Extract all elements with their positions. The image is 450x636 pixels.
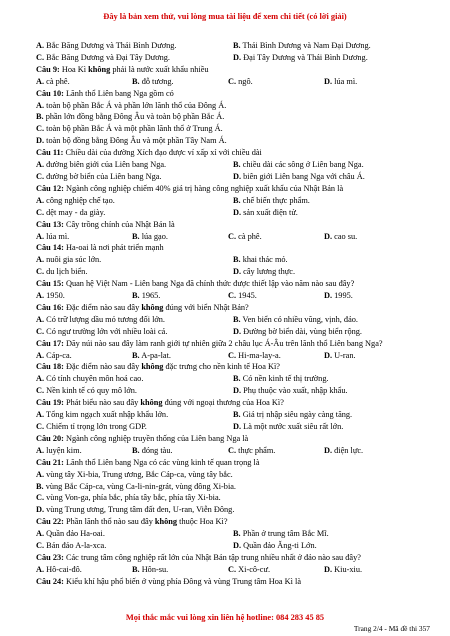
question-stem [36, 457, 431, 469]
answer-option[interactable] [228, 350, 324, 362]
option-letter: A. [36, 350, 45, 360]
question-stem [36, 338, 431, 350]
answer-row [36, 290, 431, 302]
question-number: Câu 16: [36, 302, 64, 312]
answer-option[interactable] [132, 231, 228, 243]
option-text: dệt may - da giày. [46, 207, 106, 217]
answer-row [36, 111, 431, 123]
question-stem [36, 516, 431, 528]
option-text: chiều dài các sông ở Liên bang Nga. [242, 160, 364, 170]
option-text: Nền kinh tế có quy mô lớn. [46, 386, 137, 396]
answer-option[interactable] [228, 76, 324, 88]
question-number: Câu 17: [36, 338, 64, 348]
option-letter: B. [36, 481, 44, 491]
option-text: Giá trị nhập siêu ngày càng tăng. [242, 410, 353, 420]
option-text: vùng tây Xi-bia, Trung ương, Bắc Cáp-ca, vùng tây bắc. [46, 469, 233, 479]
option-text: Kiu-xiu. [334, 564, 363, 574]
answer-option[interactable] [324, 290, 420, 302]
option-text: Ven biển có nhiều vũng, vịnh, đảo. [242, 314, 358, 324]
option-letter: D. [233, 171, 242, 181]
option-letter: C. [36, 493, 45, 503]
answer-option[interactable] [228, 445, 324, 457]
option-text: Đại Tây Dương và Thái Bình Dương. [243, 52, 368, 62]
answer-row [36, 564, 431, 576]
option-text: vùng Trung ương, Trung tâm đất đen, U-ran, Viễn Đông. [46, 505, 235, 515]
option-letter: B. [132, 76, 140, 86]
answer-row [36, 195, 431, 207]
answer-option[interactable] [36, 564, 132, 576]
option-text: ngô. [238, 76, 253, 86]
option-letter: D. [233, 541, 242, 551]
question-text-end: thuộc Hoa Kì? [179, 517, 228, 527]
option-text: toàn bộ phần Bắc Á và một phần lãnh thổ ở Trung Á. [46, 124, 223, 134]
answer-option[interactable] [36, 254, 233, 266]
answer-option[interactable] [228, 564, 324, 576]
answer-row [36, 171, 431, 183]
option-letter: A. [36, 100, 45, 110]
question-number: Câu 14: [36, 243, 64, 253]
option-text: cây lương thực. [243, 267, 296, 277]
emphasis-word: không [141, 362, 164, 372]
answer-option[interactable] [233, 528, 430, 540]
option-text: du lịch biển. [46, 267, 88, 277]
option-text: cao su. [334, 231, 358, 241]
question-number: Câu 19: [36, 398, 64, 408]
answer-row [36, 266, 431, 278]
option-letter: A. [36, 160, 45, 170]
option-letter: B. [132, 231, 140, 241]
answer-option[interactable] [36, 195, 233, 207]
option-letter: C. [228, 231, 237, 241]
question-number: Câu 9: [36, 64, 60, 74]
answer-option[interactable] [36, 100, 226, 112]
option-text: Xi-cô-cư. [238, 564, 271, 574]
question-stem [36, 552, 431, 564]
exam-content [36, 40, 431, 588]
option-text: lúa gạo. [141, 231, 168, 241]
option-letter: C. [228, 564, 237, 574]
option-text: biên giới Liên bang Nga với châu Á. [243, 171, 365, 181]
option-letter: A. [36, 529, 45, 539]
answer-option[interactable] [36, 52, 233, 64]
question-text: Quan hệ Việt Nam - Liên bang Nga đã chính thức được thiết lập vào năm nào sau đây? [65, 279, 355, 289]
option-letter: D. [324, 350, 333, 360]
option-text: chế biến thực phẩm. [242, 195, 310, 205]
option-letter: D. [324, 291, 333, 301]
question-stem [36, 183, 431, 195]
question-text: Đặc điểm nào sau đây [65, 302, 140, 312]
answer-option[interactable] [36, 385, 233, 397]
option-letter: A. [36, 410, 45, 420]
option-text: đường bờ biển của Liên bang Nga. [46, 171, 162, 181]
answer-option[interactable] [324, 76, 420, 88]
option-letter: B. [233, 41, 241, 50]
option-text: đường biên giới của Liên bang Nga. [46, 160, 167, 170]
question-text-end: đúng với ngoại thương của Hoa Kì? [164, 398, 284, 408]
answer-option[interactable] [324, 445, 420, 457]
option-letter: B. [132, 350, 140, 360]
option-text: U-ran. [334, 350, 356, 360]
answer-option[interactable] [36, 373, 233, 385]
option-text: Quần đảo Ha-oai. [46, 529, 105, 539]
question-text: Hoa Kì [61, 64, 87, 74]
question-text: Dãy núi nào sau đây làm ranh giới tự nhiên giữa 2 châu lục Á-Âu trên lãnh thổ Liên bang Nga? [65, 338, 383, 348]
option-text: toàn bộ phần Bắc Á và phần lớn lãnh thổ của Đông Á. [46, 100, 227, 110]
option-text: 1995. [334, 291, 353, 301]
answer-option[interactable] [36, 350, 132, 362]
answer-option[interactable] [36, 492, 221, 504]
option-text: đóng tàu. [141, 445, 173, 455]
option-text: Cáp-ca. [46, 350, 72, 360]
question-text: Cây trồng chính của Nhật Bản là [65, 219, 175, 229]
answer-row [36, 231, 431, 243]
option-text: Bán đảo A-la-xca. [46, 541, 107, 551]
option-text: Phụ thuộc vào xuất, nhập khẩu. [243, 386, 348, 396]
option-letter: C. [228, 291, 237, 301]
answer-option[interactable] [36, 445, 132, 457]
question-number: Câu 13: [36, 219, 64, 229]
answer-row [36, 52, 431, 64]
question-stem [36, 361, 431, 373]
answer-option[interactable] [36, 528, 233, 540]
answer-option[interactable] [233, 159, 430, 171]
option-letter: A. [36, 374, 45, 384]
answer-option[interactable] [233, 540, 430, 552]
answer-option[interactable] [36, 481, 236, 493]
option-letter: A. [36, 291, 45, 301]
option-letter: C. [228, 445, 237, 455]
option-text: Hôn-su. [141, 564, 169, 574]
option-letter: B. [233, 374, 241, 384]
option-letter: C. [36, 422, 45, 431]
question-text: Đặc điểm nào sau đây [65, 362, 140, 372]
answer-option[interactable] [233, 326, 430, 338]
option-letter: C. [36, 267, 45, 277]
answer-option[interactable] [228, 231, 324, 243]
question-number: Câu 15: [36, 279, 64, 289]
option-letter: D. [36, 505, 45, 515]
answer-row [36, 40, 431, 52]
answer-option[interactable] [36, 231, 132, 243]
option-letter: D. [36, 136, 45, 146]
question-text: Phần lãnh thổ nào sau đây [65, 517, 153, 527]
option-letter: A. [36, 41, 45, 50]
preview-banner: Đây là bản xem thử, vui lòng mua tài liệu để xem chi tiết (có lời giải) [103, 12, 347, 21]
option-letter: D. [324, 564, 333, 574]
option-letter: A. [36, 469, 45, 479]
option-text: Bắc Băng Dương và Thái Bình Dương. [46, 41, 177, 50]
answer-option[interactable] [233, 409, 430, 421]
answer-option[interactable] [36, 40, 233, 52]
question-number: Câu 10: [36, 88, 64, 98]
option-text: thực phẩm. [238, 445, 276, 455]
question-text-end: phải là nước xuất khẩu nhiều [112, 64, 209, 74]
option-text: Có nền kinh tế thị trường. [242, 374, 329, 384]
option-text: đỗ tương. [141, 76, 174, 86]
answer-row [36, 314, 431, 326]
answer-row [36, 135, 431, 147]
option-text: phần lớn đồng bằng Đông Âu và toàn bộ phần Bắc Á. [45, 112, 225, 122]
question-text: Phát biểu nào sau đây [65, 398, 139, 408]
question-stem [36, 64, 431, 76]
answer-option[interactable] [36, 266, 233, 278]
option-text: 1950. [46, 291, 65, 301]
emphasis-word: không [154, 517, 178, 527]
question-number: Câu 18: [36, 362, 64, 372]
option-text: Hi-ma-lay-a. [238, 350, 281, 360]
option-letter: A. [36, 255, 45, 265]
option-text: Đường bờ biển dài, vùng biển rộng. [243, 326, 362, 336]
question-number: Câu 11: [36, 148, 64, 158]
answer-option[interactable] [233, 207, 430, 219]
answer-row [36, 326, 431, 338]
page-number: Trang 2/4 - Mã đề thi 357 [353, 624, 430, 633]
question-text-end: đúng với biển Nhật Bản? [165, 302, 249, 312]
question-text: Các trung tâm công nghiệp rất lớn của Nhật Bản tập trung nhiều nhất ở đảo nào sau đây? [65, 552, 361, 562]
answer-option[interactable] [233, 421, 430, 433]
option-text: Bắc Băng Dương và Đại Tây Dương. [46, 52, 170, 62]
option-text: lúa mì. [334, 76, 358, 86]
answer-option[interactable] [36, 540, 233, 552]
answer-row [36, 100, 431, 112]
answer-option[interactable] [324, 350, 420, 362]
option-letter: B. [233, 195, 241, 205]
answer-option[interactable] [233, 195, 430, 207]
question-text: Chiều dài của đường Xích đạo được ví xấp xỉ với chiều dài [65, 148, 262, 158]
question-stem [36, 147, 431, 159]
question-text-end: đặc trưng cho nền kinh tế Hoa Kì? [165, 362, 280, 372]
option-text: Là một nước xuất siêu rất lớn. [243, 422, 344, 431]
answer-row [36, 469, 431, 481]
question-number: Câu 20: [36, 433, 64, 443]
answer-option[interactable] [36, 171, 233, 183]
option-text: 1965. [141, 291, 161, 301]
question-stem [36, 576, 431, 588]
option-text: vùng Von-ga, phía bắc, phía tây bắc, phía tây Xi-bia. [46, 493, 221, 503]
option-letter: C. [36, 124, 45, 134]
option-text: Tổng kim ngạch xuất nhập khẩu lớn. [46, 410, 169, 420]
hotline-banner: Mọi thắc mắc vui lòng xin liên hệ hotline: 084 283 45 85 [125, 613, 325, 622]
question-stem [36, 242, 431, 254]
option-text: Có trữ lượng dầu mỏ tương đối lớn. [46, 314, 165, 324]
question-stem [36, 433, 431, 445]
question-stem [36, 219, 431, 231]
option-letter: C. [228, 76, 237, 86]
option-letter: A. [36, 445, 45, 455]
answer-row [36, 207, 431, 219]
option-letter: D. [233, 386, 242, 396]
answer-option[interactable] [233, 266, 430, 278]
answer-row [36, 504, 431, 516]
answer-option[interactable] [132, 564, 228, 576]
option-text: Có ngư trường lớn với nhiều loài cá. [46, 326, 168, 336]
option-letter: D. [233, 52, 242, 62]
option-text: Phần ở trung tâm Bắc Mĩ. [242, 529, 329, 539]
question-text: Lãnh thổ Liên bang Nga gồm có [65, 88, 174, 98]
answer-option[interactable] [233, 40, 430, 52]
option-letter: B. [233, 314, 241, 324]
answer-option[interactable] [233, 52, 430, 64]
option-letter: B. [132, 291, 140, 301]
answer-option[interactable] [36, 326, 233, 338]
answer-option[interactable] [324, 564, 420, 576]
option-text: Quần đảo Ăng-ti Lớn. [243, 541, 317, 551]
question-text: Ngành công nghiệp truyền thống của Liên bang Nga là [65, 433, 249, 443]
option-text: Hô-cai-đô. [46, 564, 82, 574]
answer-option[interactable] [132, 76, 228, 88]
answer-option[interactable] [36, 111, 224, 123]
option-letter: D. [233, 326, 242, 336]
option-letter: C. [36, 171, 45, 181]
option-letter: C. [228, 350, 237, 360]
answer-option[interactable] [36, 159, 233, 171]
emphasis-word: không [140, 398, 163, 408]
answer-option[interactable] [233, 314, 430, 326]
option-letter: C. [36, 541, 45, 551]
answer-row [36, 350, 431, 362]
option-letter: D. [324, 231, 333, 241]
answer-row [36, 159, 431, 171]
option-letter: C. [36, 326, 45, 336]
answer-row [36, 409, 431, 421]
option-letter: B. [233, 529, 241, 539]
answer-row [36, 76, 431, 88]
question-stem [36, 397, 431, 409]
option-text: khai thác mỏ. [242, 255, 288, 265]
answer-option[interactable] [36, 469, 233, 481]
option-letter: A. [36, 195, 45, 205]
option-text: cà phê. [46, 76, 70, 86]
question-text: Kiểu khí hậu phổ biến ở vùng phía Đông và vùng Trung tâm Hoa Kì là [65, 576, 302, 586]
answer-option[interactable] [36, 421, 233, 433]
question-stem [36, 88, 431, 100]
option-text: sản xuất điện tử. [243, 207, 298, 217]
answer-row [36, 528, 431, 540]
question-stem [36, 302, 431, 314]
option-letter: B. [233, 410, 241, 420]
question-stem [36, 278, 431, 290]
answer-option[interactable] [233, 171, 430, 183]
answer-option[interactable] [132, 350, 228, 362]
answer-option[interactable] [36, 123, 223, 135]
option-text: Chiếm tỉ trọng lớn trong GDP. [46, 422, 147, 431]
option-letter: D. [233, 267, 242, 277]
option-letter: B. [132, 564, 140, 574]
option-text: cà phê. [238, 231, 262, 241]
option-letter: A. [36, 564, 45, 574]
option-text: nuôi gia súc lớn. [46, 255, 102, 265]
option-text: A-pa-lat. [141, 350, 171, 360]
option-letter: B. [132, 445, 140, 455]
emphasis-word: không [88, 64, 111, 74]
answer-option[interactable] [36, 314, 233, 326]
option-text: công nghiệp chế tạo. [46, 195, 115, 205]
option-text: điện lực. [334, 445, 364, 455]
question-number: Câu 22: [36, 517, 64, 527]
option-text: Thái Bình Dương và Nam Đại Dương. [242, 41, 371, 50]
answer-row [36, 421, 431, 433]
answer-option[interactable] [36, 135, 227, 147]
question-number: Câu 12: [36, 183, 64, 193]
option-letter: D. [324, 445, 333, 455]
option-letter: B. [233, 160, 241, 170]
answer-option[interactable] [233, 254, 430, 266]
option-letter: C. [36, 52, 45, 62]
option-text: Có tính chuyên môn hoá cao. [46, 374, 144, 384]
question-number: Câu 21: [36, 457, 64, 467]
option-text: luyện kim. [46, 445, 82, 455]
option-letter: A. [36, 314, 45, 324]
option-text: 1945. [238, 291, 257, 301]
option-letter: B. [36, 112, 44, 122]
option-letter: C. [36, 386, 45, 396]
answer-option[interactable] [132, 290, 228, 302]
answer-option[interactable] [324, 231, 420, 243]
answer-option[interactable] [36, 76, 132, 88]
answer-row [36, 373, 431, 385]
question-text: Ha-oai là nơi phát triển mạnh [65, 243, 164, 253]
option-text: toàn bộ đồng bằng Đông Âu và một phần Tây Nam Á. [46, 136, 227, 146]
question-text: Ngành công nghiệp chiếm 40% giá trị hàng công nghiệp xuất khẩu của Nhật Bản là [65, 183, 344, 193]
answer-option[interactable] [36, 409, 233, 421]
answer-row [36, 481, 431, 493]
answer-row [36, 445, 431, 457]
emphasis-word: không [141, 302, 164, 312]
option-letter: C. [36, 207, 45, 217]
answer-row [36, 385, 431, 397]
option-letter: D. [233, 207, 242, 217]
option-letter: B. [233, 255, 241, 265]
answer-option[interactable] [36, 290, 132, 302]
option-text: vùng Bắc Cáp-ca, vùng Ca-li-nin-grát, vùng đông Xi-bia. [45, 481, 237, 491]
answer-option[interactable] [36, 504, 234, 516]
answer-option[interactable] [233, 373, 430, 385]
question-number: Câu 24: [36, 576, 64, 586]
answer-option[interactable] [36, 207, 233, 219]
answer-row [36, 123, 431, 135]
answer-option[interactable] [132, 445, 228, 457]
answer-row [36, 254, 431, 266]
option-letter: A. [36, 76, 45, 86]
answer-row [36, 540, 431, 552]
option-letter: D. [233, 422, 242, 431]
option-letter: A. [36, 231, 45, 241]
answer-row [36, 492, 431, 504]
answer-option[interactable] [228, 290, 324, 302]
question-text: Lãnh thổ Liên bang Nga có các vùng kinh tế quan trọng là [65, 457, 260, 467]
option-text: lúa mì. [46, 231, 70, 241]
answer-option[interactable] [233, 385, 430, 397]
option-letter: D. [324, 76, 333, 86]
question-number: Câu 23: [36, 552, 64, 562]
